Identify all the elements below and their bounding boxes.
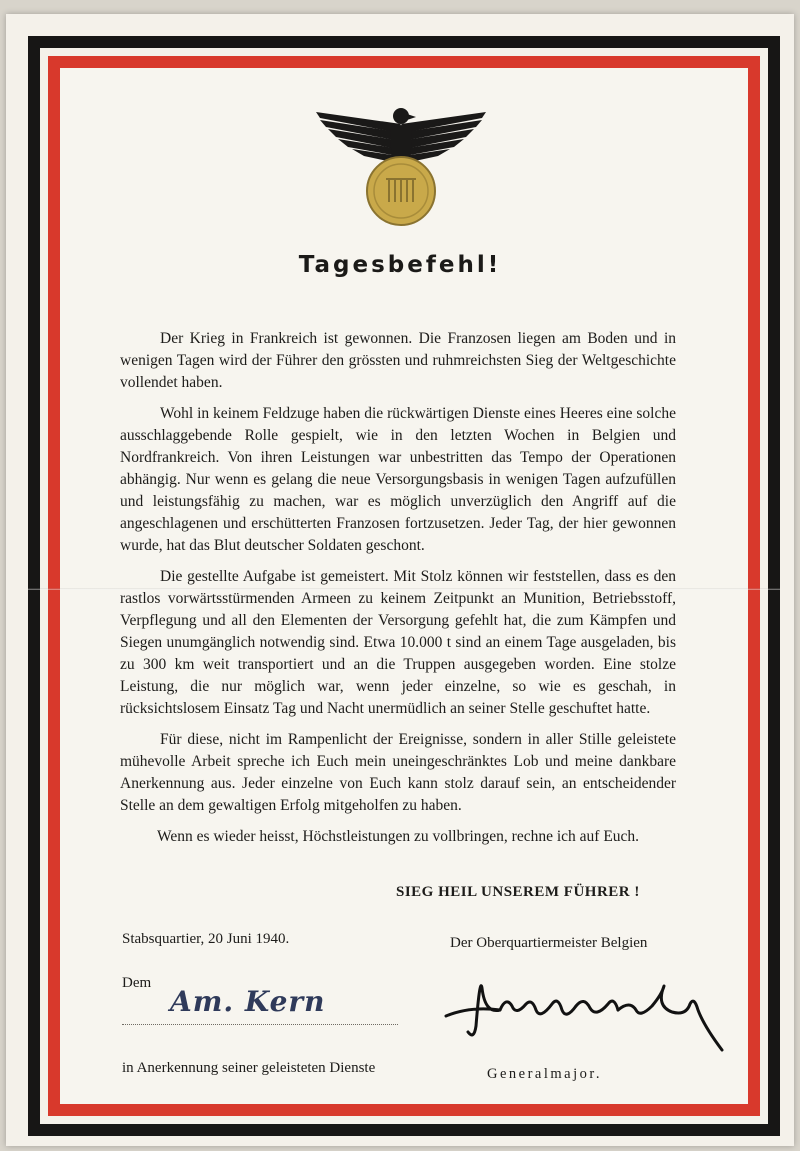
document-body: [120, 328, 676, 857]
place-date: Stabsquartier, 20 Juni 1940.: [122, 931, 290, 947]
paragraph-2: Wohl in keinem Feldzuge haben die rückwärtigen Dienste eines Heeres eine solche ausschlaggebende Rolle gespielt, wie in den letzten Wochen in Belgien und Nordfrankreich. Von ihren Leistungen war unbestritten das Tempo der Operationen abhängig. Nur wenn es gelang die neue Versorgungsbasis in wenigen Tagen aufzufüllen und leistungsfähig zu machen, war es möglich unverzüglich den Angriff auf die angeschlagenen und erschütterten Franzosen fortzusetzen. Jeder Tag, der hier gewonnen wurde, hat das Blut deutscher Soldaten geschont.: [120, 405, 676, 554]
eagle-emblem-icon: [306, 94, 496, 234]
paragraph-1: Der Krieg in Frankreich ist gewonnen. Die Franzosen liegen am Boden und in wenigen Tagen wird der Führer den grössten und ruhmreichsten Sieg der Weltgeschichte vollendet haben.: [120, 330, 676, 391]
recipient-dotted-line: [122, 1024, 398, 1025]
recognition-text: in Anerkennung seiner geleisteten Dienste: [122, 1060, 376, 1076]
document-title: Tagesbefehl!: [298, 252, 502, 278]
signatory-rank: Generalmajor.: [487, 1066, 603, 1082]
closing-salute: SIEG HEIL UNSEREM FÜHRER !: [396, 884, 640, 900]
dem-label: Dem: [122, 975, 152, 991]
recipient-name: Am. Kern: [170, 985, 326, 1018]
paragraph-5: Wenn es wieder heisst, Höchstleistungen zu vollbringen, rechne ich auf Euch.: [156, 828, 640, 845]
paragraph-3: Die gestellte Aufgabe ist gemeistert. Mit Stolz können wir feststellen, dass es den rastlos vorwärtsstürmenden Armeen zu keinem Zeitpunkt an Munition, Betriebsstoff, Verpflegung und all den Elementen der Versorgung gefehlt hat, die zum Kämpfen und Siegen unumgänglich notwendig sind. Etwa 10.000 t sind an einem Tage ausgeladen, bis zu 300 km weit transportiert und an die Truppen ausgegeben worden. Eine stolze Leistung, die nur möglich war, wenn jeder einzelne, so wie es geschah, in rücksichtslosem Einsatz Tag und Nacht unermüdlich an seiner Stelle geschuftet hatte.: [120, 568, 676, 717]
issuing-office: Der Oberquartiermeister Belgien: [450, 935, 648, 951]
signature-icon: [440, 966, 740, 1056]
paragraph-4: Für diese, nicht im Rampenlicht der Ereignisse, sondern in aller Stille geleistete mühevolle Arbeit spreche ich Euch mein uneingeschränktes Lob und meine dankbare Anerkennung aus. Jeder einzelne von Euch kann stolz darauf sein, an entscheidender Stelle an dem gewaltigen Erfolg mitgeholfen zu haben.: [120, 731, 676, 814]
